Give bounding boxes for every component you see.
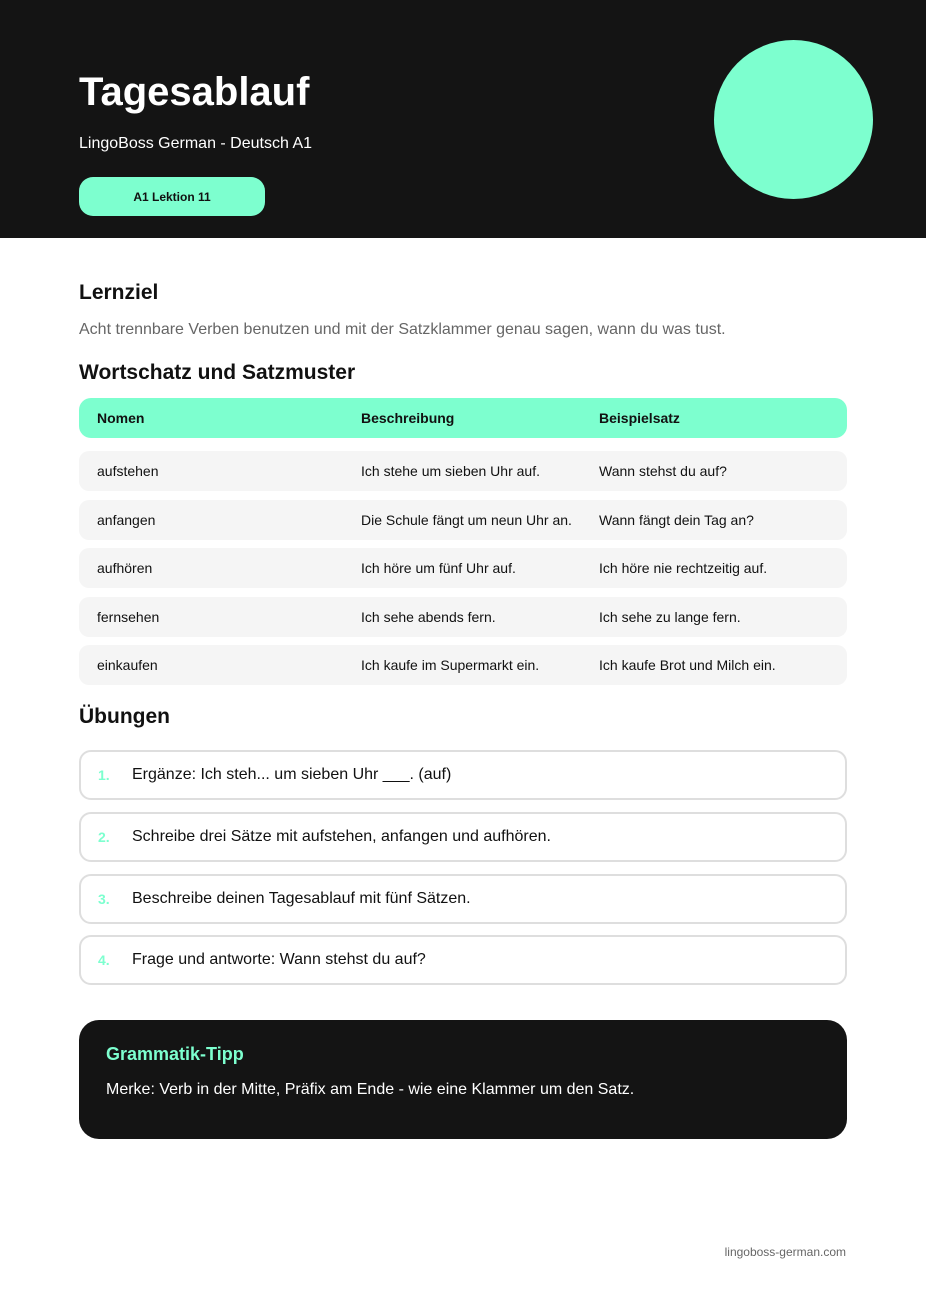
exercise-number: 3.: [98, 891, 110, 907]
grammar-tip-box: [79, 1020, 847, 1139]
cell-beispielsatz: Ich sehe zu lange fern.: [599, 609, 741, 625]
exercise-item: [79, 812, 847, 862]
cell-beschreibung: Ich stehe um sieben Uhr auf.: [361, 463, 540, 479]
grammar-tip-text: Merke: Verb in der Mitte, Präfix am Ende - wie eine Klammer um den Satz.: [106, 1081, 635, 1098]
page-title: Tagesablauf: [79, 70, 310, 114]
lesson-badge: A1 Lektion 11: [79, 177, 265, 216]
cell-beispielsatz: Ich kaufe Brot und Milch ein.: [599, 657, 776, 673]
exercise-text: Schreibe drei Sätze mit aufstehen, anfangen und aufhören.: [132, 828, 551, 845]
exercises-heading: Übungen: [79, 705, 170, 728]
exercise-item: [79, 935, 847, 985]
cell-nomen: fernsehen: [97, 609, 160, 625]
cell-beispielsatz: Wann stehst du auf?: [599, 463, 727, 479]
cell-nomen: aufhören: [97, 560, 153, 576]
column-header-beschreibung: Beschreibung: [361, 410, 455, 426]
cell-nomen: anfangen: [97, 512, 156, 528]
footer-url: lingoboss-german.com: [724, 1245, 846, 1259]
cell-beschreibung: Ich kaufe im Supermarkt ein.: [361, 657, 540, 673]
exercise-text: Beschreibe deinen Tagesablauf mit fünf Sätzen.: [132, 890, 471, 907]
exercise-number: 2.: [98, 829, 110, 845]
column-header-beispielsatz: Beispielsatz: [599, 410, 680, 426]
exercise-number: 1.: [98, 767, 110, 783]
header-banner: [0, 0, 926, 238]
cell-beschreibung: Ich höre um fünf Uhr auf.: [361, 560, 516, 576]
decorative-circle: [714, 40, 873, 199]
exercise-number: 4.: [98, 952, 110, 968]
cell-beispielsatz: Ich höre nie rechtzeitig auf.: [599, 560, 768, 576]
cell-nomen: aufstehen: [97, 463, 159, 479]
vocab-heading: Wortschatz und Satzmuster: [79, 361, 356, 384]
exercise-item: [79, 750, 847, 800]
cell-nomen: einkaufen: [97, 657, 158, 673]
vocab-table-header: [79, 398, 847, 438]
table-row: [79, 645, 847, 685]
table-row: [79, 597, 847, 637]
goal-heading: Lernziel: [79, 281, 159, 304]
exercise-text: Ergänze: Ich steh... um sieben Uhr ___. (auf): [132, 766, 452, 783]
column-header-nomen: Nomen: [97, 410, 145, 426]
goal-text: Acht trennbare Verben benutzen und mit der Satzklammer genau sagen, wann du was tust.: [79, 321, 726, 338]
table-row: [79, 451, 847, 491]
cell-beispielsatz: Wann fängt dein Tag an?: [599, 512, 754, 528]
exercise-item: [79, 874, 847, 924]
exercise-text: Frage und antworte: Wann stehst du auf?: [132, 951, 426, 968]
page-subtitle: LingoBoss German - Deutsch A1: [79, 135, 313, 152]
table-row: [79, 500, 847, 540]
table-row: [79, 548, 847, 588]
cell-beschreibung: Ich sehe abends fern.: [361, 609, 496, 625]
grammar-tip-title: Grammatik-Tipp: [106, 1044, 244, 1064]
cell-beschreibung: Die Schule fängt um neun Uhr an.: [361, 512, 572, 528]
